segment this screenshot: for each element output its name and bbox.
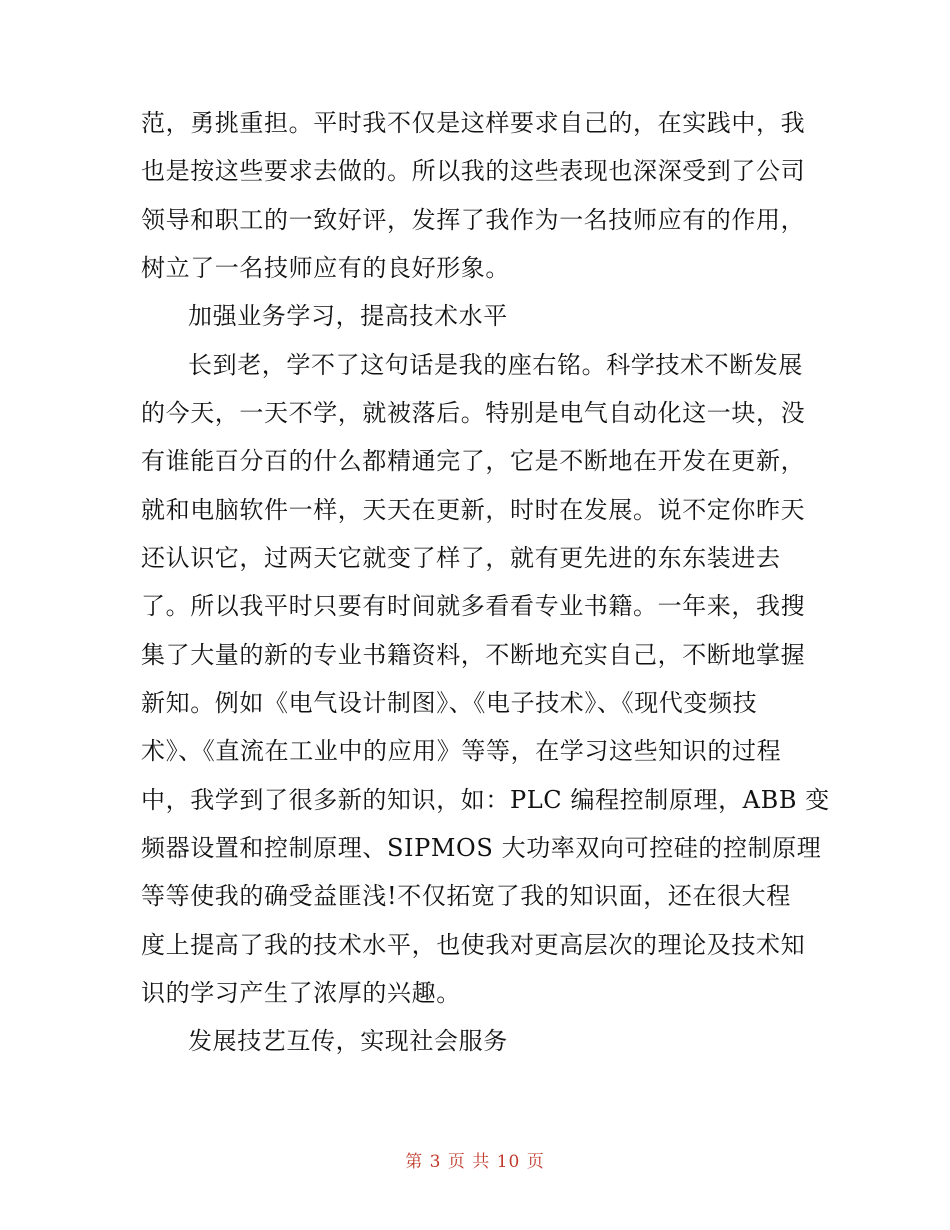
text-line: 的今天，一天不学，就被落后。特别是电气自动化这一块，没 — [141, 399, 806, 427]
text-line: 长到老，学不了这句话是我的座右铭。科学技术不断发展 — [188, 351, 803, 379]
text-line: 度上提高了我的技术水平，也使我对更高层次的理论及技术知 — [141, 931, 806, 959]
section-heading: 发展技艺互传，实现社会服务 — [188, 1027, 508, 1055]
text-line: 也是按这些要求去做的。所以我的这些表现也深深受到了公司 — [141, 157, 806, 185]
text-line: 就和电脑软件一样，天天在更新，时时在发展。说不定你昨天 — [141, 496, 806, 524]
text-line: 还认识它，过两天它就变了样了，就有更先进的东东装进去 — [141, 544, 781, 572]
text-line: 等等使我的确受益匪浅!不仅拓宽了我的知识面，还在很大程 — [141, 882, 791, 910]
text-line: 新知。例如《电气设计制图》、《电子技术》、《现代变频技 — [141, 689, 758, 717]
text-line: 中，我学到了很多新的知识，如：PLC 编程控制原理，ABB 变 — [141, 786, 830, 814]
text-line: 范，勇挑重担。平时我不仅是这样要求自己的，在实践中，我 — [141, 109, 806, 137]
text-line: 集了大量的新的专业书籍资料，不断地充实自己，不断地掌握 — [141, 641, 806, 669]
text-line: 频器设置和控制原理、SIPMOS 大功率双向可控硅的控制原理 — [141, 834, 822, 862]
text-line: 树立了一名技师应有的良好形象。 — [141, 254, 510, 282]
text-line: 领导和职工的一致好评，发挥了我作为一名技师应有的作用， — [141, 206, 806, 234]
text-line: 有谁能百分百的什么都精通完了，它是不断地在开发在更新， — [141, 447, 806, 475]
text-line: 识的学习产生了浓厚的兴趣。 — [141, 979, 461, 1007]
text-line: 了。所以我平时只要有时间就多看看专业书籍。一年来，我搜 — [141, 592, 806, 620]
page-number-footer: 第 3 页 共 10 页 — [405, 1152, 545, 1172]
text-line: 术》、《直流在工业中的应用》等等，在学习这些知识的过程 — [141, 737, 782, 765]
section-heading: 加强业务学习，提高技术水平 — [188, 302, 508, 330]
